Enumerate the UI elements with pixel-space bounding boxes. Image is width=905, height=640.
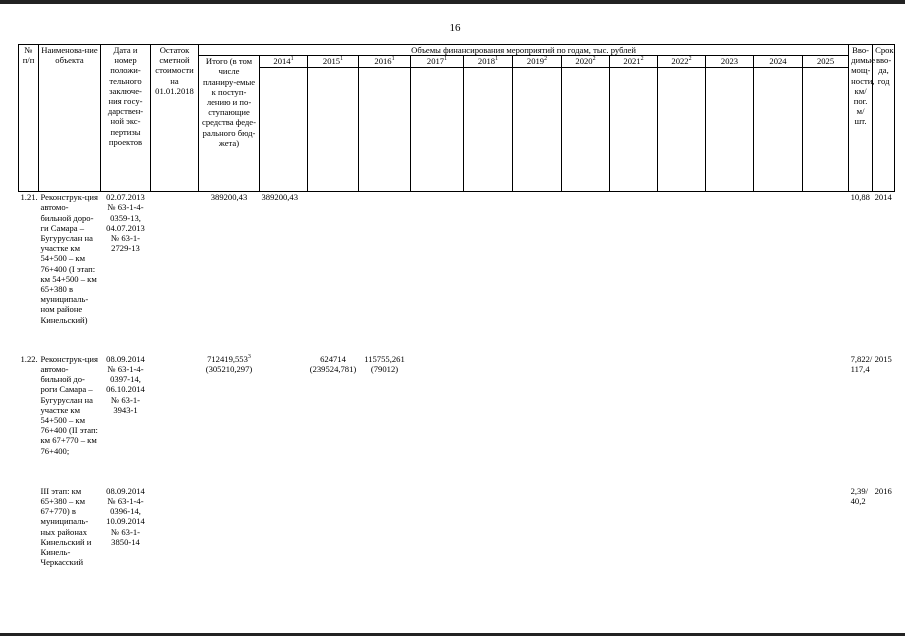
header-year-2022-body bbox=[658, 68, 706, 192]
row-num bbox=[19, 486, 39, 586]
header-year-2018-body bbox=[464, 68, 513, 192]
row-term: 2016 bbox=[874, 485, 892, 496]
header-year-2017-body bbox=[411, 68, 464, 192]
header-year-2016: 2016$^1$ bbox=[359, 56, 411, 68]
header-year-2016-body bbox=[359, 68, 411, 192]
row-object-name: Реконструк-ция автомо-бильной до-роги Самара – Бугуруслан на участке км 54+500 – км 76+400 (II этап: км 67+770 – км 76+400; bbox=[40, 353, 98, 456]
top-border-rule bbox=[0, 0, 905, 4]
header-year-2021-body bbox=[610, 68, 658, 192]
header-year-2025-body bbox=[803, 68, 849, 192]
header-year-2025: 2025 bbox=[803, 56, 849, 68]
row-remainder bbox=[151, 354, 199, 486]
header-capacity: Вво-димые мощ-ности, км/ пог. м/шт. bbox=[849, 45, 873, 192]
row-expertise-date: 08.09.2014 № 63-1-4-0397-14, 06.10.2014 № 63-1-3943-1 bbox=[106, 353, 145, 415]
row-2014-value bbox=[260, 354, 308, 486]
row-remainder bbox=[151, 486, 199, 586]
header-year-2023: 2023 bbox=[706, 56, 754, 68]
row-object-name: Реконструк-ция автомо-бильной доро-ги Самара – Бугуруслан на участке км 54+500 – км 76+400 (I этап: км 54+500 – км 65+380 в муниципаль-ном районе Кинельский) bbox=[40, 192, 98, 325]
header-year-2017: 2017$^1$ bbox=[411, 56, 464, 68]
header-term: Срок вво-да, год bbox=[873, 45, 895, 192]
header-funding-title: Объемы финансирования мероприятий по годам, тыс. рублей bbox=[199, 45, 849, 56]
row-2014-value bbox=[260, 486, 308, 586]
row-2016-value bbox=[359, 486, 411, 586]
row-2016-value: 115755,261 (79012) bbox=[364, 353, 405, 374]
row-total: 712419,553$^3$ (305210,297) bbox=[205, 353, 253, 374]
table-row bbox=[19, 192, 895, 354]
row-total bbox=[199, 486, 260, 586]
header-total: Итого (в том числе планиру-емые к поступ-лению и по-ступающие средства феде-рального бюд-жета) bbox=[199, 56, 260, 192]
row-capacity: 10,88 bbox=[850, 192, 870, 203]
row-2014-value: 389200,43 bbox=[261, 192, 299, 203]
table-header bbox=[19, 45, 895, 192]
header-date: Дата и номер положи-тельного заключе-ния госу-дарствен-ной экс-пертизы проектов bbox=[101, 45, 151, 192]
table-row bbox=[19, 354, 895, 486]
row-2015-value: 624714 (239524,781) bbox=[309, 353, 357, 374]
header-year-2019-body bbox=[513, 68, 562, 192]
header-name: Наименова-ние объекта bbox=[39, 45, 101, 192]
header-year-2024-body bbox=[754, 68, 803, 192]
header-year-2021: 2021$^2$ bbox=[610, 56, 658, 68]
header-year-2022: 2022$^2$ bbox=[658, 56, 706, 68]
funding-table bbox=[18, 44, 895, 586]
row-num: 1.22. bbox=[20, 353, 38, 364]
table-body bbox=[19, 192, 895, 586]
header-num: № п/п bbox=[19, 45, 39, 192]
header-year-2019: 2019$^2$ bbox=[513, 56, 562, 68]
row-expertise-date: 02.07.2013 № 63-1-4-0359-13, 04.07.2013 № 63-1-2729-13 bbox=[106, 192, 145, 254]
row-remainder bbox=[151, 192, 199, 354]
bottom-border-rule bbox=[0, 633, 905, 636]
row-total: 389200,43 bbox=[210, 192, 248, 203]
row-capacity: 2,39/ 40,2 bbox=[850, 485, 869, 506]
header-year-2014: 2014$^1$ bbox=[260, 56, 308, 68]
table-row bbox=[19, 486, 895, 586]
header-year-2023-body bbox=[706, 68, 754, 192]
row-num: 1.21. bbox=[20, 192, 38, 203]
row-term: 2015 bbox=[874, 353, 892, 364]
row-2016-value bbox=[359, 192, 411, 354]
row-term: 2014 bbox=[874, 192, 892, 203]
header-year-2018: 2018$^1$ bbox=[464, 56, 513, 68]
row-object-name: III этап: км 65+380 – км 67+770) в муниципаль-ных районах Кинельский и Кинель-Черкасский bbox=[40, 485, 92, 568]
page-number: 16 bbox=[449, 22, 461, 34]
header-year-2020: 2020$^2$ bbox=[562, 56, 610, 68]
row-capacity: 7,822/ 117,4 bbox=[850, 353, 873, 374]
header-year-2015-body bbox=[308, 68, 359, 192]
header-remainder: Остаток сметной стоимости на 01.01.2018 bbox=[151, 45, 199, 192]
header-year-2015: 2015$^1$ bbox=[308, 56, 359, 68]
header-year-2014-body bbox=[260, 68, 308, 192]
row-expertise-date: 08.09.2014 № 63-1-4-0396-14, 10.09.2014 № 63-1-3850-14 bbox=[106, 485, 145, 547]
header-year-2020-body bbox=[562, 68, 610, 192]
row-2015-value bbox=[308, 192, 359, 354]
row-2015-value bbox=[308, 486, 359, 586]
header-year-2024: 2024 bbox=[754, 56, 803, 68]
